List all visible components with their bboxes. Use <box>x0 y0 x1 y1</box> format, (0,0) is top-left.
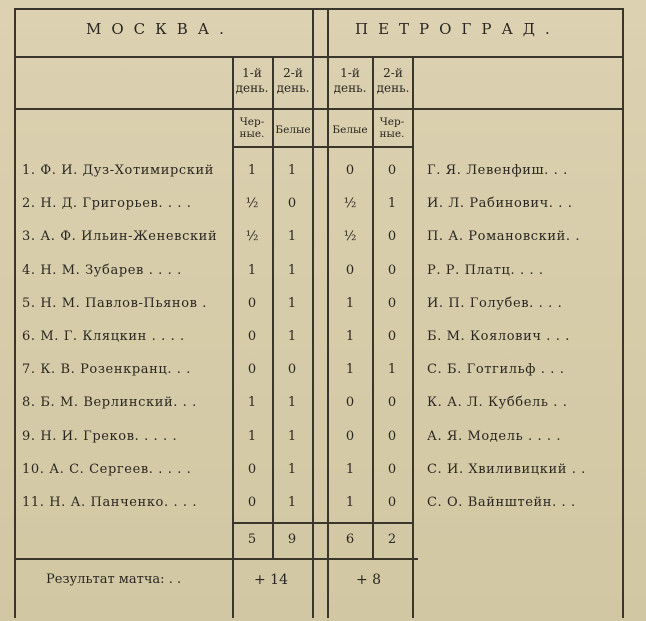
divider-moscow-names <box>232 56 234 618</box>
petrograd-player: С. О. Вайнштейн. . . <box>427 495 576 510</box>
rule-header <box>14 56 622 58</box>
moscow-day2-score: 1 <box>287 296 297 311</box>
moscow-result: + 14 <box>254 572 288 588</box>
moscow-day2-score: 1 <box>287 163 297 178</box>
moscow-player: 9. Н. И. Греков. . . . . <box>22 429 178 444</box>
petrograd-day1-header: 1-й день. <box>333 66 367 95</box>
moscow-day1-score: ½ <box>245 229 259 244</box>
moscow-player: 5. Н. М. Павлов-Пьянов . <box>22 296 208 311</box>
petrograd-day2-header: 2-й день. <box>376 66 410 95</box>
rule-totals <box>232 522 412 524</box>
divider-center-a <box>312 8 314 618</box>
moscow-player: 1. Ф. И. Дуз-Хотимирский <box>22 163 215 178</box>
moscow-day2-score: 0 <box>287 196 297 211</box>
petrograd-day1-score: 0 <box>345 263 355 278</box>
petrograd-player: К. А. Л. Куббель . . <box>427 395 568 410</box>
petrograd-day2-score: 1 <box>387 196 397 211</box>
moscow-day1-score: 0 <box>247 495 257 510</box>
moscow-day2-score: 1 <box>287 329 297 344</box>
moscow-player: 3. А. Ф. Ильин-Женевский <box>22 229 218 244</box>
petrograd-day2-score: 0 <box>387 395 397 410</box>
moscow-player: 8. Б. М. Верлинский. . . <box>22 395 197 410</box>
moscow-day2-score: 1 <box>287 495 297 510</box>
petrograd-day1-score: 1 <box>345 329 355 344</box>
petrograd-player: Б. М. Коялович . . . <box>427 329 570 344</box>
moscow-day1-score: 0 <box>247 462 257 477</box>
result-label: Результат матча: . . <box>46 572 182 587</box>
moscow-day1-score: ½ <box>245 196 259 211</box>
petrograd-day1-score: 0 <box>345 429 355 444</box>
petrograd-day1-score: 0 <box>345 395 355 410</box>
petrograd-day1-score: 0 <box>345 163 355 178</box>
moscow-player: 6. М. Г. Кляцкин . . . . <box>22 329 185 344</box>
rule-day-header <box>14 108 622 110</box>
moscow-day1-score: 0 <box>247 362 257 377</box>
petrograd-day2-score: 0 <box>387 229 397 244</box>
petrograd-player: С. Б. Готгильф . . . <box>427 362 565 377</box>
divider-petrograd-names <box>412 56 414 618</box>
rule-result <box>14 558 418 560</box>
moscow-day1-score: 0 <box>247 329 257 344</box>
moscow-player: 11. Н. А. Панченко. . . . <box>22 495 198 510</box>
moscow-day2-score: 1 <box>287 429 297 444</box>
total-petrograd-day1: 6 <box>345 532 355 547</box>
moscow-day1-score: 1 <box>247 429 257 444</box>
moscow-day1-header: 1-й день. <box>235 66 269 95</box>
rule-color-header <box>232 146 412 148</box>
moscow-day1-score: 1 <box>247 263 257 278</box>
petrograd-white-header: Белые <box>332 124 368 136</box>
petrograd-day2-score: 0 <box>387 263 397 278</box>
petrograd-day1-score: 1 <box>345 495 355 510</box>
petrograd-day2-score: 0 <box>387 429 397 444</box>
petrograd-player: И. Л. Рабинович. . . <box>427 196 573 211</box>
petrograd-day2-score: 0 <box>387 163 397 178</box>
petrograd-heading: ПЕТРОГРАД. <box>355 20 560 38</box>
border-left <box>14 8 16 618</box>
petrograd-player: Р. Р. Платц. . . . <box>427 263 544 278</box>
petrograd-day2-score: 0 <box>387 495 397 510</box>
petrograd-day2-score: 0 <box>387 462 397 477</box>
petrograd-player: С. И. Хвиливицкий . . <box>427 462 586 477</box>
petrograd-result: + 8 <box>356 572 382 588</box>
moscow-black-header: Чер- ные. <box>239 116 265 140</box>
moscow-player: 4. Н. М. Зубарев . . . . <box>22 263 182 278</box>
moscow-player: 2. Н. Д. Григорьев. . . . <box>22 196 192 211</box>
moscow-player: 10. А. С. Сергеев. . . . . <box>22 462 192 477</box>
moscow-day2-score: 1 <box>287 263 297 278</box>
petrograd-player: П. А. Романовский. . <box>427 229 581 244</box>
petrograd-day1-score: 1 <box>345 296 355 311</box>
moscow-white-header: Белые <box>275 124 311 136</box>
moscow-day2-score: 1 <box>287 395 297 410</box>
total-moscow-day2: 9 <box>287 532 297 547</box>
moscow-day1-score: 1 <box>247 163 257 178</box>
petrograd-player: И. П. Голубев. . . . <box>427 296 563 311</box>
divider-center-b <box>327 8 329 618</box>
rule-top <box>14 8 622 10</box>
petrograd-player: А. Я. Модель . . . . <box>427 429 562 444</box>
petrograd-player: Г. Я. Левенфиш. . . <box>427 163 568 178</box>
moscow-day2-header: 2-й день. <box>276 66 310 95</box>
moscow-heading: МОСКВА. <box>86 20 234 38</box>
moscow-day2-score: 0 <box>287 362 297 377</box>
petrograd-day2-score: 1 <box>387 362 397 377</box>
petrograd-day2-score: 0 <box>387 296 397 311</box>
moscow-player: 7. К. В. Розенкранц. . . <box>22 362 191 377</box>
moscow-day1-score: 0 <box>247 296 257 311</box>
total-petrograd-day2: 2 <box>387 532 397 547</box>
petrograd-day1-score: ½ <box>343 196 357 211</box>
moscow-day1-score: 1 <box>247 395 257 410</box>
moscow-day2-score: 1 <box>287 462 297 477</box>
moscow-day2-score: 1 <box>287 229 297 244</box>
petrograd-day1-score: 1 <box>345 462 355 477</box>
petrograd-day2-score: 0 <box>387 329 397 344</box>
petrograd-day1-score: ½ <box>343 229 357 244</box>
petrograd-day1-score: 1 <box>345 362 355 377</box>
petrograd-black-header: Чер- ные. <box>379 116 405 140</box>
border-right <box>622 8 624 618</box>
total-moscow-day1: 5 <box>247 532 257 547</box>
